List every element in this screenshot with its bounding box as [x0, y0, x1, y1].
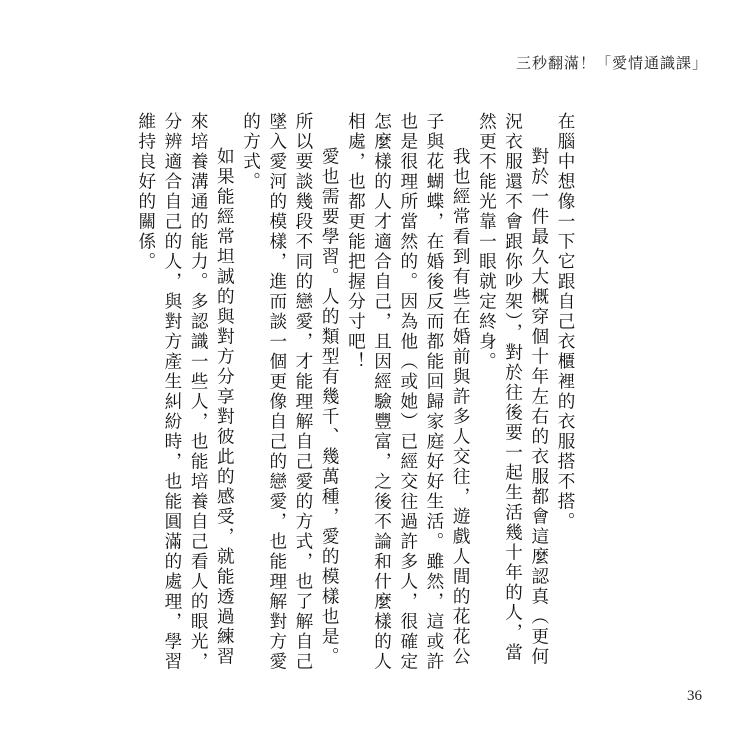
paragraph-4: 愛也需要學習。人的類型有幾千、幾萬種，愛的模樣也是。所以要談幾段不同的戀愛，才能理解自己愛的方式，也了解自己墜入愛河的模樣，進而談一個更像自己的戀愛，也能理解對方愛的方式。 [240, 112, 340, 672]
paragraph-1: 在腦中想像一下它跟自己衣櫃裡的衣服搭不搭。 [555, 112, 575, 532]
page-number: 36 [687, 688, 702, 704]
paragraph-2: 對於一件最久大概穿個十年左右的衣服都會這麼認真（更何況衣服還不會跟你吵架），對於往後要一起生活幾十年的人，當然更不能光靠一眼就定終身。 [476, 112, 549, 668]
page-body-text [135, 112, 578, 672]
running-title: 三秒翻滿！「愛情通識課」 [515, 54, 708, 72]
paragraph-5: 如果能經常坦誠的與對方分享對彼此的感受，就能透過練習來培養溝通的能力。多認識一些人，也能培養自己看人的眼光，分辨適合自己的人，與對方產生糾紛時，也能圓滿的處理，學習維持良好的關係。 [135, 112, 235, 672]
paragraph-3: 我也經常看到有些在婚前與許多人交往，遊戲人間的花花公子與花蝴蝶，在婚後反而都能回歸家庭好好生活。雖然，這或許也是很理所當然的。因為他（或她）已經交往過許多人，很確定怎麼樣的人才適合自己，且因經驗豐富，之後不論和什麼樣的人相處，也都更能把握分寸吧！ [345, 112, 471, 672]
